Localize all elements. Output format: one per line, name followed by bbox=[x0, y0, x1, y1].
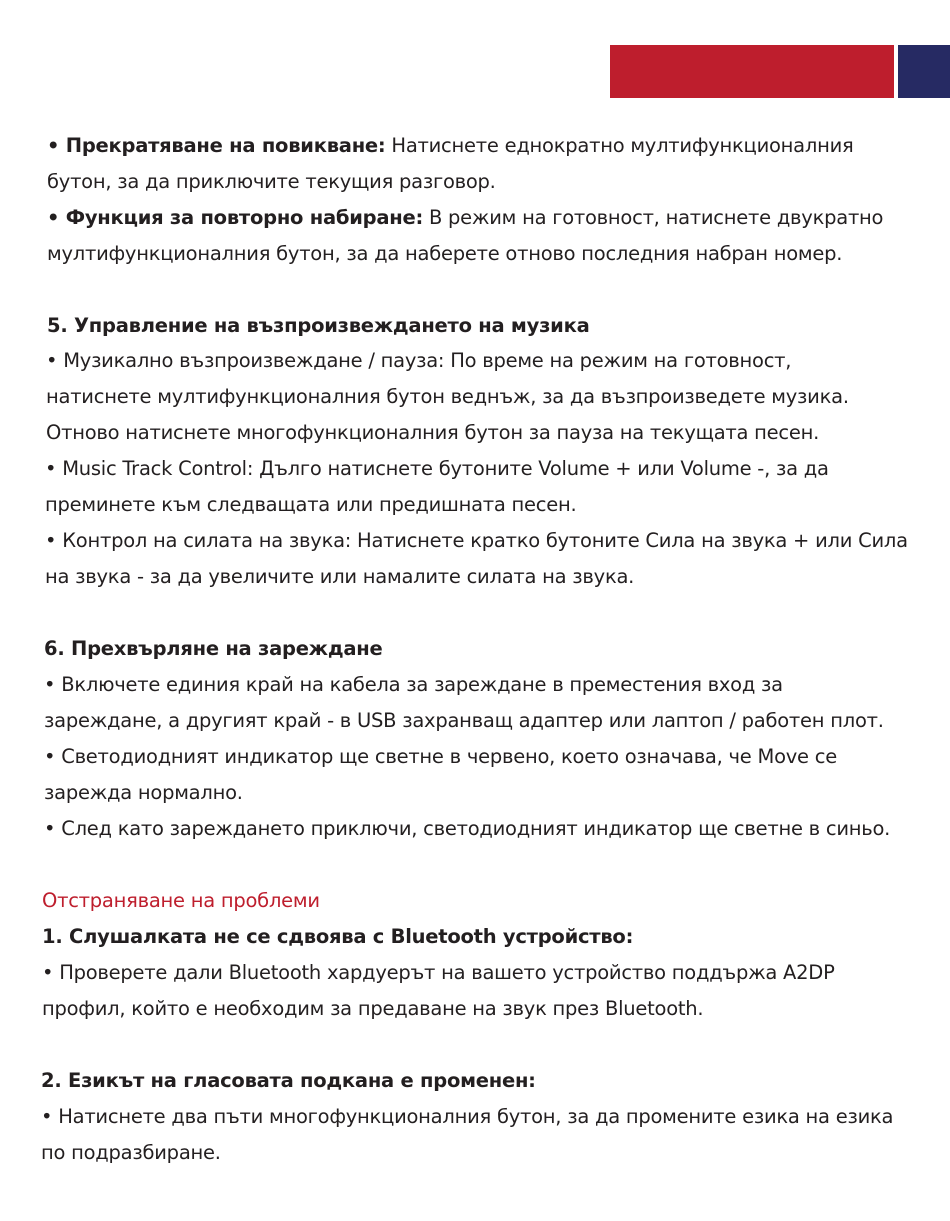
section5-line: натиснете мултифункционалния бутон веднъж, за да възпроизведете музика. bbox=[46, 385, 849, 408]
redial-text: В режим на готовност, натиснете двукратно bbox=[423, 206, 884, 229]
trouble-q2-line: по подразбиране. bbox=[41, 1141, 221, 1164]
section6-line: • Включете единия край на кабела за зареждане в преместения вход за bbox=[44, 673, 783, 696]
section5-line: • Музикално възпроизвеждане / пауза: По време на режим на готовност, bbox=[46, 349, 792, 372]
section5-title: 5. Управление на възпроизвеждането на музика bbox=[47, 314, 590, 337]
redial-label: • Функция за повторно набиране: bbox=[47, 206, 424, 229]
header-band-blue bbox=[898, 45, 950, 98]
trouble-q2-title: 2. Езикът на гласовата подкана е променен: bbox=[41, 1069, 536, 1092]
trouble-q1-title: 1. Слушалката не се сдвоява с Bluetooth устройство: bbox=[42, 925, 634, 948]
end-call-text: Натиснете еднократно мултифункционалния bbox=[385, 134, 854, 157]
end-call-text-cont: бутон, за да приключите текущия разговор. bbox=[47, 170, 496, 193]
section6-line: • След като зареждането приключи, светодиодният индикатор ще светне в синьо. bbox=[44, 817, 891, 840]
section6-line: • Светодиодният индикатор ще светне в червено, което означава, че Move се bbox=[44, 745, 837, 768]
section5-line: на звука - за да увеличите или намалите силата на звука. bbox=[45, 565, 635, 588]
end-call-label: • Прекратяване на повикване: bbox=[47, 134, 386, 157]
section5-line: Отново натиснете многофункционалния бутон за пауза на текущата песен. bbox=[46, 421, 820, 444]
header-band-red bbox=[610, 45, 894, 98]
troubleshooting-heading: Отстраняване на проблеми bbox=[42, 889, 320, 912]
trouble-q2-line: • Натиснете два пъти многофункционалния бутон, за да промените езика на езика bbox=[41, 1105, 894, 1128]
redial-text-cont: мултифункционалния бутон, за да наберете отново последния набран номер. bbox=[47, 242, 843, 265]
section5-line: • Контрол на силата на звука: Натиснете кратко бутоните Сила на звука + или Сила bbox=[45, 529, 908, 552]
trouble-q1-line: • Проверете дали Bluetooth хардуерът на вашето устройство поддържа A2DP bbox=[42, 961, 835, 984]
section5-line: преминете към следващата или предишната песен. bbox=[45, 493, 577, 516]
redial-item bbox=[47, 204, 883, 232]
section6-line: зареждане, а другият край - в USB захранващ адаптер или лаптоп / работен плот. bbox=[44, 709, 884, 732]
end-call-item bbox=[47, 132, 854, 160]
trouble-q1-line: профил, който е необходим за предаване на звук през Bluetooth. bbox=[42, 997, 704, 1020]
section6-line: зарежда нормално. bbox=[44, 781, 243, 804]
section5-line: • Music Track Control: Дълго натиснете бутоните Volume + или Volume -, за да bbox=[45, 457, 829, 480]
section6-title: 6. Прехвърляне на зареждане bbox=[44, 637, 383, 660]
